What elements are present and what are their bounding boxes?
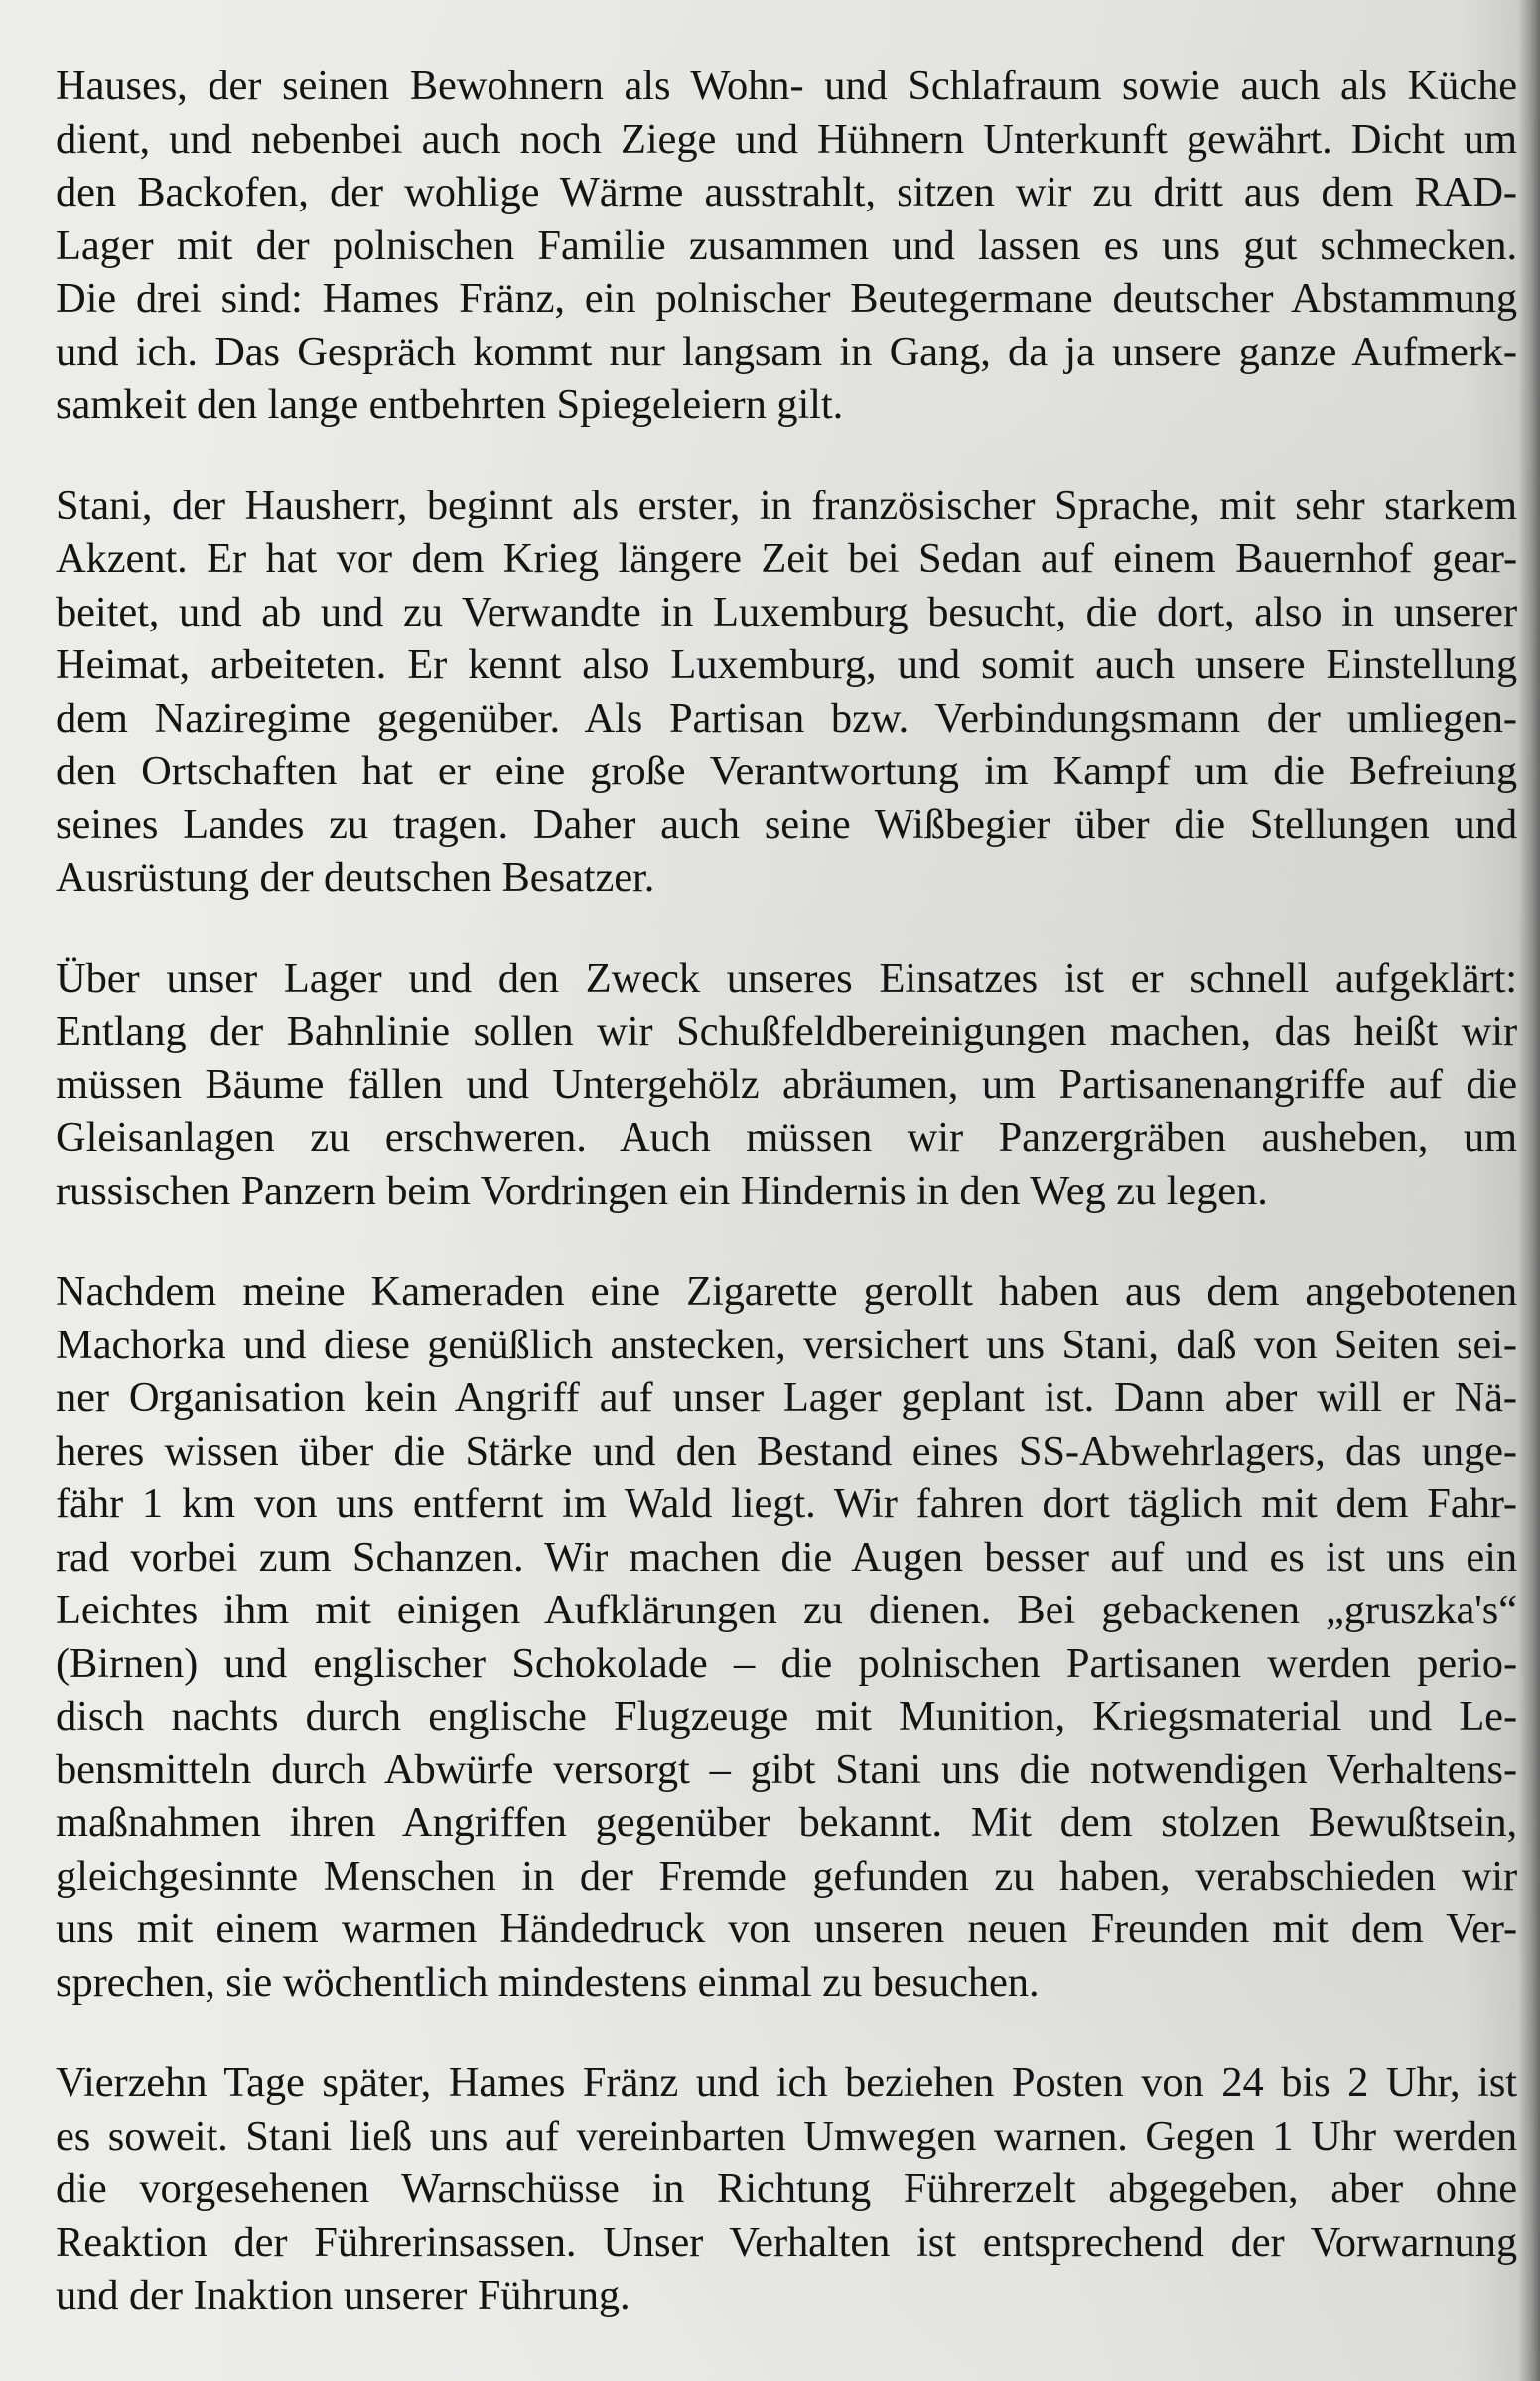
text-line: russischen Panzern beim Vordringen ein Hindernis in den Weg zu legen. [56,1167,1268,1214]
text-line: Ausrüstung der deutschen Besatzer. [56,854,655,901]
text-line: Leichtes ihm mit einigen Aufklärungen zu dienen. Bei gebackenen „gruszka's“ [56,1587,1517,1633]
text-line: die vorgesehenen Warnschüsse in Richtung Führerzelt abgegeben, aber ohne [56,2166,1517,2212]
text-line: samkeit den lange entbehrten Spiegeleiern gilt. [56,381,844,428]
text-line: Über unser Lager und den Zweck unseres Einsatzes ist er schnell aufgeklärt: [56,954,1517,1002]
text-line: fähr 1 km von uns entfernt im Wald liegt. Wir fahren dort täglich mit dem Fahr- [56,1480,1517,1527]
text-line: Lager mit der polnischen Familie zusammen und lassen es uns gut schmecken. [56,221,1517,269]
text-line: Entlang der Bahnlinie sollen wir Schußfeldbereinigungen machen, das heißt wir [56,1008,1517,1054]
text-line: gleichgesinnte Menschen in der Fremde gefunden zu haben, verabschieden wir [56,1852,1517,1899]
text-line: Gleisanlagen zu erschweren. Auch müssen wir Panzergräben ausheben, um [56,1114,1517,1161]
text-line: (Birnen) und englischer Schokolade – die polnischen Partisanen werden perio- [56,1639,1517,1687]
text-line: dient, und nebenbei auch noch Ziege und Hühnern Unterkunft gewährt. Dicht um [56,115,1517,163]
text-line: disch nachts durch englische Flugzeuge mit Munition, Kriegsmaterial und Le- [56,1693,1517,1740]
text-line: Vierzehn Tage später, Hames Fränz und ich beziehen Posten von 24 bis 2 Uhr, ist [56,2059,1517,2106]
text-line: Stani, der Hausherr, beginnt als erster, in französischer Sprache, mit sehr starkem [56,482,1517,529]
text-line: uns mit einem warmen Händedruck von unseren neuen Freunden mit dem Ver- [56,1905,1517,1952]
text-line: rad vorbei zum Schanzen. Wir machen die Augen besser auf und es ist uns ein [56,1533,1517,1581]
text-line: Machorka und diese genüßlich anstecken, versichert uns Stani, daß von Seiten sei- [56,1321,1517,1368]
text-line: Nachdem meine Kameraden eine Zigarette gerollt haben aus dem angebotenen [56,1268,1517,1315]
paragraph-1 [56,60,1517,432]
paragraph-3 [56,952,1517,1218]
paragraph-2 [56,480,1517,905]
text-line: Reaktion der Führerinsassen. Unser Verhalten ist entsprechend der Vorwarnung [56,2218,1517,2266]
text-line: und der Inaktion unserer Führung. [56,2272,630,2318]
text-line: bensmitteln durch Abwürfe versorgt – gibt Stani uns die notwendigen Verhaltens- [56,1746,1517,1793]
paragraph-4 [56,1265,1517,2009]
text-line: Hauses, der seinen Bewohnern als Wohn- und Schlafraum sowie auch als Küche [56,63,1517,109]
text-line: Die drei sind: Hames Fränz, ein polnischer Beutegermane deutscher Abstammung [56,275,1517,322]
text-line: den Backofen, der wohlige Wärme ausstrahlt, sitzen wir zu dritt aus dem RAD- [56,169,1517,215]
text-line: seines Landes zu tragen. Daher auch seine Wißbegier über die Stellungen und [56,800,1517,848]
text-line: müssen Bäume fällen und Untergehölz abräumen, um Partisanenangriffe auf die [56,1060,1517,1108]
text-line: beitet, und ab und zu Verwandte in Luxemburg besucht, die dort, also in unserer [56,588,1517,635]
text-line: und ich. Das Gespräch kommt nur langsam in Gang, da ja unsere ganze Aufmerk- [56,328,1517,375]
text-line: heres wissen über die Stärke und den Bestand eines SS-Abwehrlagers, das unge- [56,1427,1517,1474]
text-line: Akzent. Er hat vor dem Krieg längere Zeit bei Sedan auf einem Bauernhof gear- [56,535,1517,582]
body-text [56,60,1517,2370]
text-line: dem Naziregime gegenüber. Als Partisan bzw. Verbindungsmann der umliegen- [56,694,1517,742]
text-line: den Ortschaften hat er eine große Verantwortung im Kampf um die Befreiung [56,748,1517,794]
page-edge-shadow [1518,0,1540,2381]
text-line: maßnahmen ihren Angriffen gegenüber bekannt. Mit dem stolzen Bewußtsein, [56,1799,1517,1846]
text-line: sprechen, sie wöchentlich mindestens einmal zu besuchen. [56,1958,1040,2006]
text-line: ner Organisation kein Angriff auf unser Lager geplant ist. Dann aber will er Nä- [56,1374,1517,1421]
text-line: Heimat, arbeiteten. Er kennt also Luxemburg, und somit auch unsere Einstellung [56,641,1517,688]
text-line: es soweit. Stani ließ uns auf vereinbarten Umwegen warnen. Gegen 1 Uhr werden [56,2112,1517,2160]
paragraph-5 [56,2056,1517,2322]
